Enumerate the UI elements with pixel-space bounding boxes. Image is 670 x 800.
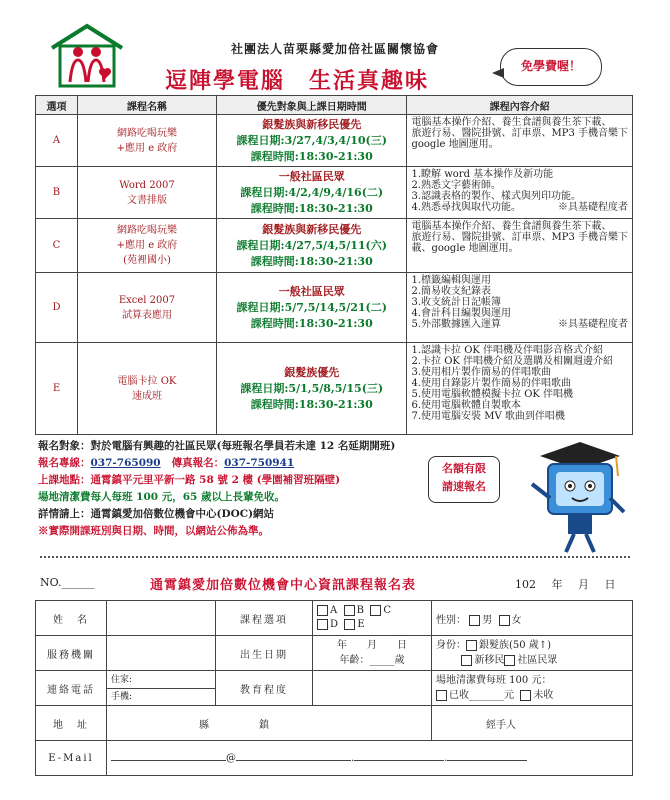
content-text: 7.使用電腦安裝 MV 歌曲到伴唱機 bbox=[411, 411, 565, 422]
target-audience: 報名對象：對於電腦有興趣的社區民眾(每班報名學員若未達 12 名延期開班) bbox=[38, 440, 396, 452]
header-course-name: 課程名稱 bbox=[77, 96, 216, 115]
education-label: 教育程度 bbox=[216, 671, 313, 706]
name-label: 姓 名 bbox=[36, 601, 107, 636]
home-phone-field[interactable] bbox=[107, 672, 215, 689]
new-immigrant-checkbox[interactable] bbox=[461, 655, 472, 666]
course-schedule bbox=[217, 343, 407, 435]
option-d-label: D bbox=[330, 619, 339, 630]
course-content-line bbox=[411, 319, 628, 330]
content-text: 電腦基本操作介紹、養生食譜與養生茶下載、 bbox=[411, 221, 612, 232]
fee-field: 場地清潔費每班 100 元： 已收_______元 未收 bbox=[432, 671, 633, 706]
county-label: 縣 bbox=[199, 719, 209, 731]
course-time: 課程時間:18:30-21:30 bbox=[250, 254, 373, 268]
phone-number: 037-765090 bbox=[90, 457, 161, 469]
limit-line-2: 請速報名 bbox=[442, 480, 486, 493]
contact-line bbox=[38, 455, 395, 472]
course-name-line: +應用 e 政府 bbox=[116, 240, 178, 251]
course-time: 課程時間:18:30-21:30 bbox=[250, 149, 373, 163]
content-text: 4.使用自錄影片製作簡易的伴唱歌曲 bbox=[411, 378, 572, 389]
course-time: 課程時間:18:30-21:30 bbox=[250, 397, 373, 411]
content-text: 載、google 地圖運用。 bbox=[411, 243, 519, 254]
course-name-line: 速成班 bbox=[131, 390, 162, 402]
course-content-line bbox=[411, 356, 628, 367]
course-table bbox=[35, 95, 633, 435]
town-label: 鎮 bbox=[259, 719, 269, 731]
course-name-line: Word 2007 bbox=[119, 179, 175, 191]
course-option: C bbox=[36, 219, 78, 273]
course-dates: 課程日期:5/7,5/14,5/21(二) bbox=[236, 300, 387, 314]
content-text: google 地圖運用。 bbox=[411, 139, 499, 150]
local-resident-label: 社區民眾 bbox=[517, 655, 558, 666]
course-schedule bbox=[217, 273, 407, 343]
female-checkbox[interactable] bbox=[499, 615, 510, 626]
gender-label: 性別： bbox=[436, 614, 466, 626]
address-label: 地 址 bbox=[36, 706, 107, 741]
page-title: 逗陣學電腦 生活真趣味 bbox=[165, 68, 430, 94]
priority-group: 一般社區民眾 bbox=[278, 169, 345, 183]
content-text: 2.卡拉 OK 伴唱機介紹及選購及相關週邊介紹 bbox=[411, 356, 614, 367]
computer-mascot-icon bbox=[520, 438, 630, 556]
course-content-line bbox=[411, 128, 628, 139]
content-text: 電腦基本操作介紹、養生食譜與養生茶下載、 bbox=[411, 117, 612, 128]
header-schedule: 優先對象與上課日期時間 bbox=[217, 96, 407, 115]
course-content-line bbox=[411, 400, 628, 411]
level-tag: ※具基礎程度者 bbox=[558, 202, 628, 213]
level-tag: ※具基礎程度者 bbox=[558, 319, 628, 330]
course-name bbox=[77, 273, 216, 343]
email-at: @ bbox=[226, 752, 236, 764]
priority-group: 銀髮族與新移民優先 bbox=[262, 222, 362, 236]
schedule-note: ※實際開課班別與日期、時間，以網站公佈為準。 bbox=[38, 525, 269, 537]
course-name bbox=[77, 343, 216, 435]
birth-field[interactable]: 年 月 日 年齡：_____歲 bbox=[313, 636, 432, 671]
registration-info bbox=[38, 438, 395, 540]
phone-label: 報名專線： bbox=[38, 457, 91, 469]
priority-group: 一般社區民眾 bbox=[278, 284, 345, 298]
form-date: 102 年 月 日 bbox=[515, 578, 616, 591]
header-content: 課程內容介紹 bbox=[407, 96, 633, 115]
new-immigrant-label: 新移民 bbox=[474, 655, 505, 666]
course-content bbox=[407, 343, 633, 435]
course-name-line: Excel 2007 bbox=[118, 294, 176, 306]
content-text: 1.瞭解 word 基本操作及新功能 bbox=[411, 169, 554, 180]
unpaid-checkbox[interactable] bbox=[520, 690, 531, 701]
male-checkbox[interactable] bbox=[469, 615, 480, 626]
content-text: 1.認識卡拉 OK 伴唱機及伴唱影音格式介紹 bbox=[411, 345, 604, 356]
content-text: 2.熟悉文字藝術師。 bbox=[411, 180, 502, 191]
course-content-line bbox=[411, 202, 628, 213]
course-content-line bbox=[411, 345, 628, 356]
name-field[interactable] bbox=[107, 601, 216, 636]
identity-label: 身份： bbox=[436, 640, 466, 651]
course-content-line bbox=[411, 286, 628, 297]
content-text: 4.熟悉尋找與取代功能。 bbox=[411, 202, 522, 213]
course-dates: 課程日期:5/1,5/8,5/15(三) bbox=[240, 381, 384, 395]
course-schedule bbox=[217, 219, 407, 273]
senior-label: 銀髮族(50 歲↑) bbox=[479, 640, 552, 651]
email-label: E-Mail bbox=[36, 741, 107, 776]
content-text: 5.外部數據匯入運算 bbox=[411, 319, 502, 330]
content-text: 2.簡易收支紀錄表 bbox=[411, 286, 492, 297]
option-a-label: A bbox=[330, 605, 338, 616]
course-schedule bbox=[217, 167, 407, 219]
identity-field bbox=[432, 636, 633, 671]
course-content-line bbox=[411, 378, 628, 389]
course-table-header bbox=[36, 96, 633, 115]
education-field[interactable] bbox=[313, 671, 432, 706]
content-text: 1.標籤編輯與運用 bbox=[411, 275, 492, 286]
course-dates: 課程日期:3/27,4/3,4/10(三) bbox=[236, 133, 387, 147]
course-name bbox=[77, 219, 216, 273]
limited-seats-box bbox=[428, 456, 500, 503]
organization-label: 服務機關 bbox=[36, 636, 107, 671]
home-label: 住家: bbox=[111, 674, 133, 685]
fee-label: 場地清潔費每班 100 元： bbox=[436, 675, 552, 686]
free-tuition-bubble: 免學費喔！ bbox=[500, 48, 602, 86]
course-option: B bbox=[36, 167, 78, 219]
course-content-line bbox=[411, 411, 628, 422]
priority-group: 銀髮族優先 bbox=[284, 365, 340, 379]
handler-field bbox=[432, 706, 633, 741]
details-website: 詳情請上：通霄鎮愛加倍數位機會中心(DOC)網站 bbox=[38, 508, 275, 520]
course-content bbox=[407, 219, 633, 273]
course-name bbox=[77, 167, 216, 219]
form-number: NO.______ bbox=[40, 576, 95, 589]
option-e-label: E bbox=[357, 619, 365, 630]
course-dates: 課程日期:4/27,5/4,5/11(六) bbox=[236, 238, 387, 252]
option-d-checkbox[interactable] bbox=[317, 619, 328, 630]
content-text: 旅遊行易、醫院掛號、訂車票、MP3 手機音樂下 bbox=[411, 128, 628, 139]
header-option: 選項 bbox=[36, 96, 78, 115]
course-content bbox=[407, 115, 633, 167]
cleaning-fee: 場地清潔費每人每班 100 元，65 歲以上長輩免收。 bbox=[38, 491, 285, 503]
address-field[interactable] bbox=[107, 706, 432, 741]
email-dot-1: . bbox=[351, 752, 355, 764]
age-label: 年齡： bbox=[339, 655, 370, 666]
option-b-label: B bbox=[356, 605, 364, 616]
birth-ymd: 年 月 日 bbox=[337, 640, 407, 651]
gender-field bbox=[432, 601, 633, 636]
course-content bbox=[407, 273, 633, 343]
registration-form bbox=[35, 600, 633, 776]
content-text: 5.使用電腦軟體模擬卡拉 OK 伴唱機 bbox=[411, 389, 574, 400]
senior-checkbox[interactable] bbox=[466, 640, 477, 651]
course-content-line bbox=[411, 117, 628, 128]
course-content-line bbox=[411, 191, 628, 202]
course-option: E bbox=[36, 343, 78, 435]
content-text: 3.收支統計日記帳簿 bbox=[411, 297, 502, 308]
course-content-line bbox=[411, 389, 628, 400]
course-name-line: 電腦卡拉 OK bbox=[117, 375, 177, 387]
course-row bbox=[36, 219, 633, 273]
email-dot-2: . bbox=[444, 752, 448, 764]
course-content bbox=[407, 167, 633, 219]
contact-phone-label: 連絡電話 bbox=[36, 671, 107, 706]
content-text: 6.使用電腦軟體自製歌本 bbox=[411, 400, 522, 411]
age-suffix: 歲 bbox=[394, 655, 405, 666]
mobile-label: 手機: bbox=[111, 691, 133, 702]
contact-phone-field bbox=[107, 671, 216, 706]
course-row bbox=[36, 343, 633, 435]
email-field[interactable] bbox=[107, 741, 633, 776]
course-dates: 課程日期:4/2,4/9,4/16(二) bbox=[240, 185, 384, 199]
course-name-line: (苑裡國小) bbox=[123, 255, 171, 266]
course-content-line bbox=[411, 180, 628, 191]
option-b-checkbox[interactable] bbox=[344, 605, 355, 616]
course-content-line bbox=[411, 275, 628, 286]
course-name-line: +應用 e 政府 bbox=[116, 142, 178, 154]
paid-checkbox[interactable] bbox=[436, 690, 447, 701]
form-title: 通霄鎮愛加倍數位機會中心資訊課程報名表 bbox=[150, 578, 417, 593]
priority-group: 銀髮族與新移民優先 bbox=[262, 117, 362, 131]
course-row bbox=[36, 167, 633, 219]
content-text: 3.認識表格的製作、樣式與列印功能。 bbox=[411, 191, 582, 202]
course-select-label: 課程選項 bbox=[216, 601, 313, 636]
cut-line bbox=[40, 556, 630, 558]
course-content-line bbox=[411, 232, 628, 243]
fax-label: 傳真報名： bbox=[171, 457, 225, 469]
course-content-line bbox=[411, 367, 628, 378]
organization-name: 社團法人苗栗縣愛加倍社區關懷協會 bbox=[230, 42, 439, 56]
organization-field[interactable] bbox=[107, 636, 216, 671]
handler-label: 經手人 bbox=[486, 719, 516, 731]
content-text: 旅遊行易、醫院掛號、訂車票、MP3 手機音樂下 bbox=[411, 232, 628, 243]
option-a-checkbox[interactable] bbox=[317, 605, 328, 616]
course-name-line: 網路吃喝玩樂 bbox=[116, 127, 177, 139]
course-name-line: 試算表應用 bbox=[121, 309, 172, 321]
course-name bbox=[77, 115, 216, 167]
course-name-line: 網路吃喝玩樂 bbox=[116, 225, 177, 236]
paid-unit: 元 bbox=[504, 690, 514, 701]
option-c-label: C bbox=[383, 605, 391, 616]
course-time: 課程時間:18:30-21:30 bbox=[250, 201, 373, 215]
course-option: D bbox=[36, 273, 78, 343]
option-e-checkbox[interactable] bbox=[344, 619, 355, 630]
course-row bbox=[36, 273, 633, 343]
male-label: 男 bbox=[482, 614, 493, 626]
unpaid-label: 未收 bbox=[533, 690, 554, 701]
course-content-line bbox=[411, 243, 628, 254]
course-content-line bbox=[411, 308, 628, 319]
fax-number: 037-750941 bbox=[224, 457, 295, 469]
course-schedule bbox=[217, 115, 407, 167]
class-address: 上課地點：通霄鎮平元里平新一路 58 號 2 樓 (學園補習班隔壁) bbox=[38, 474, 341, 486]
course-name-line: 文書排版 bbox=[126, 194, 167, 206]
course-row bbox=[36, 115, 633, 167]
limit-line-1: 名額有限 bbox=[442, 462, 486, 475]
course-content-line bbox=[411, 221, 628, 232]
option-c-checkbox[interactable] bbox=[370, 605, 381, 616]
mobile-phone-field[interactable] bbox=[107, 689, 215, 705]
content-text: 4.會計科目編製與運用 bbox=[411, 308, 512, 319]
birth-label: 出生日期 bbox=[216, 636, 313, 671]
local-resident-checkbox[interactable] bbox=[504, 655, 515, 666]
content-text: 3.使用相片製作簡易的伴唱歌曲 bbox=[411, 367, 552, 378]
female-label: 女 bbox=[511, 614, 522, 626]
paid-label: 已收 bbox=[449, 690, 469, 701]
course-content-line bbox=[411, 169, 628, 180]
course-content-line bbox=[411, 297, 628, 308]
course-content-line bbox=[411, 139, 628, 150]
course-options bbox=[313, 601, 432, 636]
course-option: A bbox=[36, 115, 78, 167]
course-time: 課程時間:18:30-21:30 bbox=[250, 316, 373, 330]
